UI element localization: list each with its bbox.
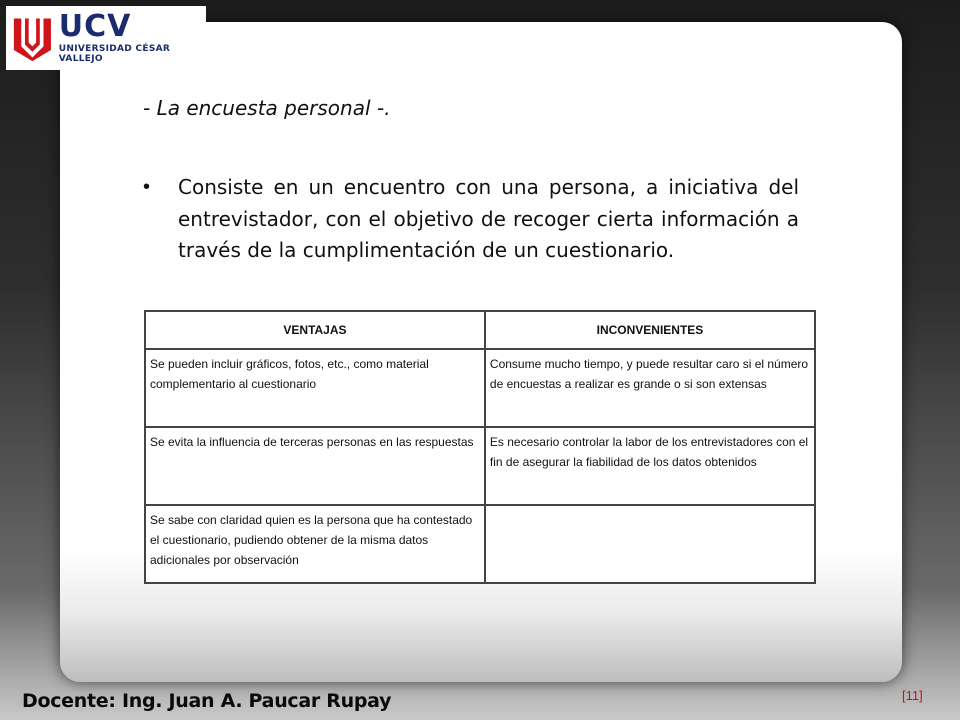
slide-subtitle: - La encuesta personal -.	[143, 96, 391, 120]
table-cell: Consume mucho tiempo, y puede resultar caro si el número de encuestas a realizar es grande o si son extensas	[485, 349, 815, 427]
header-ventajas: VENTAJAS	[145, 311, 485, 349]
table-row	[145, 505, 815, 583]
logo-subtitle: UNIVERSIDAD CÉSAR VALLEJO	[58, 44, 171, 64]
table-cell	[485, 505, 815, 583]
header-inconvenientes: INCONVENIENTES	[485, 311, 815, 349]
table-cell: Se sabe con claridad quien es la persona que ha contestado el cuestionario, pudiendo obtener de la misma datos adicionales por observación	[145, 505, 485, 583]
table-cell: Se pueden incluir gráficos, fotos, etc., como material complementario al cuestionario	[145, 349, 485, 427]
table-row	[145, 427, 815, 505]
bullet-item	[143, 172, 799, 267]
ucv-logo-icon	[12, 13, 53, 63]
table-row	[145, 349, 815, 427]
table-header-row	[145, 311, 815, 349]
table-cell: Es necesario controlar la labor de los entrevistadores con el fin de asegurar la fiabilidad de los datos obtenidos	[485, 427, 815, 505]
page-number: [11]	[902, 688, 923, 703]
comparison-table	[144, 310, 816, 584]
table-cell: Se evita la influencia de terceras personas en las respuestas	[145, 427, 485, 505]
bullet-icon: •	[143, 176, 151, 198]
bullet-text: Consiste en un encuentro con una persona, a iniciativa del entrevistador, con el objetivo de recoger cierta información a través de la cumplimentación de un cuestionario.	[178, 175, 799, 262]
university-logo	[6, 6, 206, 70]
logo-title: UCV	[58, 9, 132, 44]
teacher-footer: Docente: Ing. Juan A. Paucar Rupay	[22, 690, 392, 712]
